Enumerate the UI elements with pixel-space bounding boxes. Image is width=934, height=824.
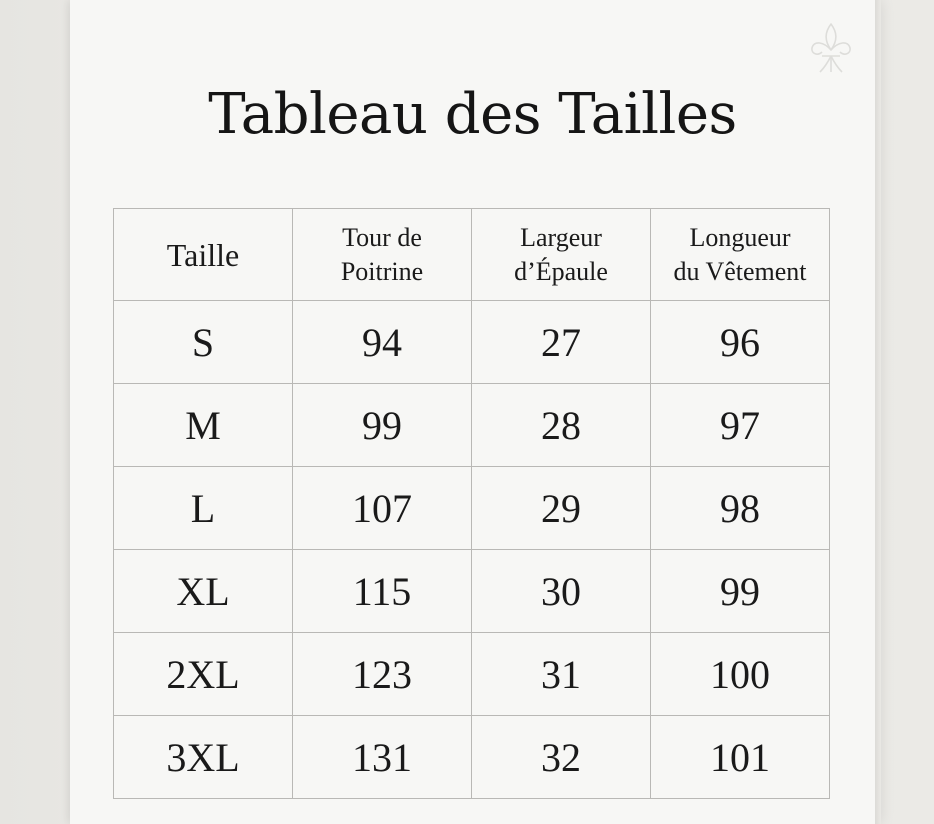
table-row [114,716,830,799]
length-cell: 96 [651,301,830,384]
header-line: Largeur [520,222,602,252]
size-cell: S [114,301,293,384]
chest-cell: 107 [293,467,472,550]
size-cell: 2XL [114,633,293,716]
header-line: Taille [166,236,240,273]
length-cell: 101 [651,716,830,799]
shoulder-cell: 30 [472,550,651,633]
card-edge [875,0,881,824]
header-taille [114,209,293,301]
size-cell: 3XL [114,716,293,799]
header-largeur-epaule [472,209,651,301]
table-header-row [114,209,830,301]
header-longueur-vetement [651,209,830,301]
table-row [114,384,830,467]
length-cell: 99 [651,550,830,633]
chest-cell: 99 [293,384,472,467]
size-cell: XL [114,550,293,633]
shoulder-cell: 27 [472,301,651,384]
size-cell: M [114,384,293,467]
header-line: Tour de [342,222,422,252]
chest-cell: 123 [293,633,472,716]
header-line: du Vêtement [673,256,807,286]
shoulder-cell: 31 [472,633,651,716]
chest-cell: 115 [293,550,472,633]
length-cell: 100 [651,633,830,716]
table-row [114,467,830,550]
size-table [113,208,830,799]
header-line: Poitrine [340,256,424,286]
shoulder-cell: 29 [472,467,651,550]
fleur-de-lis-icon [800,18,862,80]
shoulder-cell: 32 [472,716,651,799]
size-cell: L [114,467,293,550]
table-row [114,550,830,633]
header-tour-de-poitrine [293,209,472,301]
shoulder-cell: 28 [472,384,651,467]
length-cell: 98 [651,467,830,550]
header-line: d’Épaule [514,256,608,286]
chest-cell: 94 [293,301,472,384]
header-line: Longueur [689,222,791,252]
page-title: Tableau des Tailles [208,82,737,147]
length-cell: 97 [651,384,830,467]
size-chart-card [70,0,875,824]
chest-cell: 131 [293,716,472,799]
table-row [114,633,830,716]
table-row [114,301,830,384]
